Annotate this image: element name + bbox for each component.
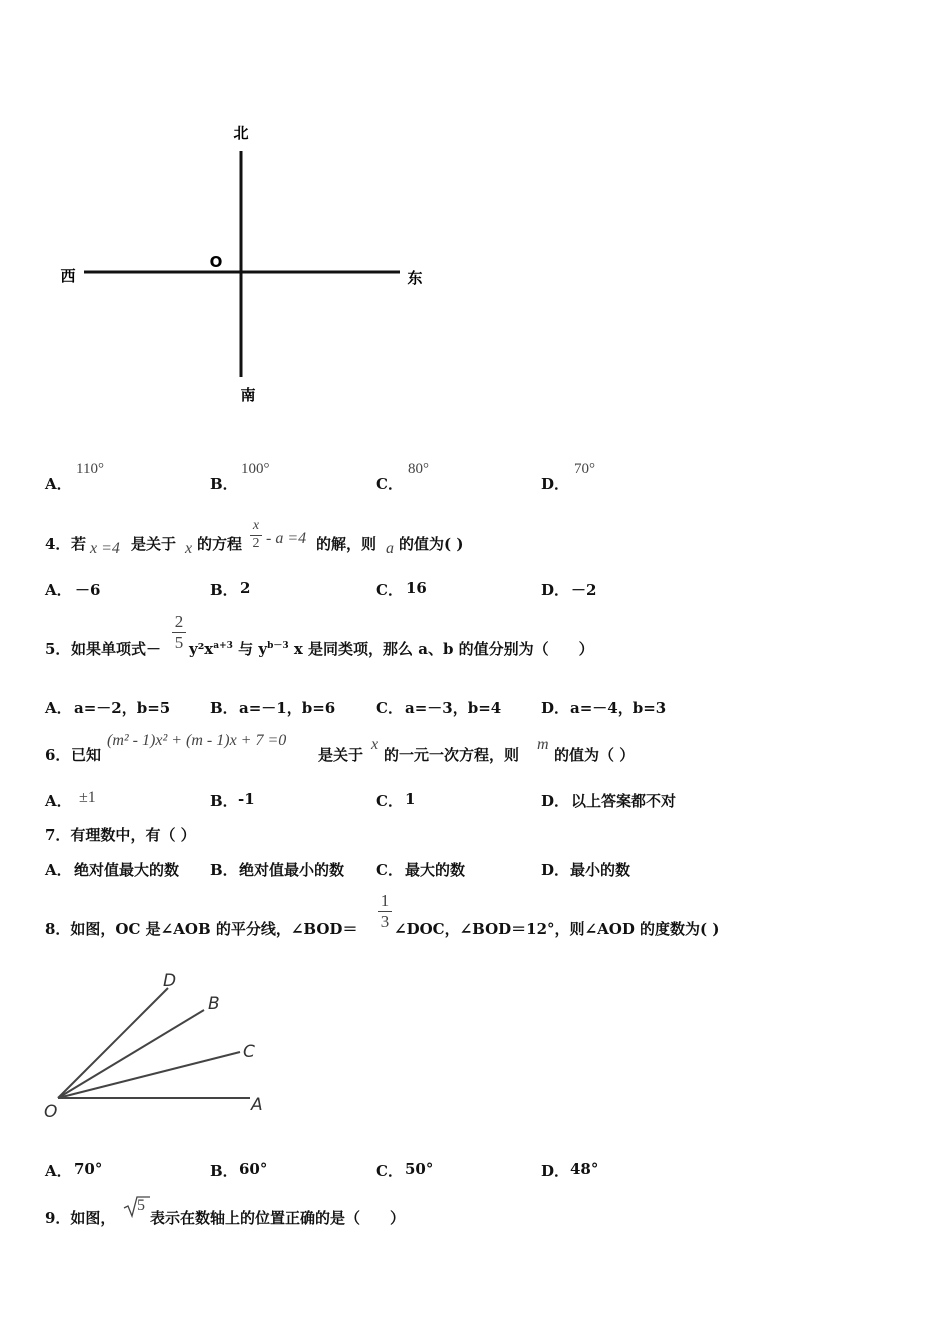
- ray-ob: [58, 1010, 204, 1098]
- label-d: D: [163, 971, 177, 991]
- q4-text-2: 是关于: [131, 535, 177, 553]
- q5-fraction-denominator: 5: [174, 632, 184, 652]
- q6-var-x: x: [371, 736, 379, 753]
- q4-var-a: a: [386, 540, 394, 557]
- q6-option-d-value: 以上答案都不对: [571, 792, 677, 810]
- q8-fraction-numerator: 1: [380, 891, 390, 910]
- ray-od: [58, 988, 168, 1098]
- q7-option-c-letter: C．: [376, 861, 403, 879]
- compass-west-label: 西: [60, 267, 76, 285]
- q5-text-1: 如果单项式－: [71, 640, 162, 658]
- q8-fraction-denominator: 3: [380, 911, 390, 931]
- q6-option-b-letter: B．: [210, 792, 238, 810]
- q7-option-d-letter: D．: [541, 861, 570, 879]
- q4-option-a-value: －6: [75, 581, 101, 599]
- q8-option-d-value: 48°: [570, 1160, 599, 1178]
- q4-option-c-value: 16: [406, 579, 427, 597]
- q7-option-d-value: 最小的数: [570, 861, 631, 879]
- q5-monomial-1: y²x: [189, 640, 214, 658]
- q9-text-1: 9．如图，: [45, 1209, 116, 1227]
- q5-text-with: 与 y: [238, 640, 268, 658]
- q4-text-4: 的解，则: [316, 535, 377, 553]
- q6-number: 6．: [45, 746, 71, 764]
- q3-option-c-letter: C．: [376, 475, 403, 493]
- q8-option-c-letter: C．: [376, 1162, 403, 1180]
- q6-option-a-value: ±1: [79, 789, 96, 806]
- q4-eq-x-equals-4: x =4: [90, 540, 120, 557]
- q5-exponent-2: b－3: [267, 641, 289, 651]
- compass-east-label: 东: [407, 269, 423, 287]
- q3-option-a-value: 110°: [76, 461, 104, 477]
- q6-equation: (m² - 1)x² + (m - 1)x + 7 =0: [107, 732, 287, 749]
- q3-option-c-value: 80°: [408, 461, 429, 477]
- q4-text-5: 的值为( ): [399, 535, 464, 553]
- q7-option-a-value: 绝对值最大的数: [74, 861, 180, 879]
- q5-option-d-value: a=－4，b=3: [570, 699, 667, 717]
- q7-option-b-letter: B．: [210, 861, 238, 879]
- q4-option-a-letter: A．: [45, 581, 72, 599]
- q6-text-1: 已知: [71, 746, 102, 764]
- q5-fraction-numerator: 2: [174, 612, 184, 631]
- q8-option-b-value: 60°: [239, 1160, 268, 1178]
- q6-text-4: 的值为（ ）: [554, 746, 635, 764]
- q3-option-b-letter: B．: [210, 475, 238, 493]
- q7-stem: 7．有理数中，有（ ）: [45, 826, 196, 844]
- q7-option-b-value: 绝对值最小的数: [239, 861, 345, 879]
- compass-origin-label: O: [209, 253, 223, 271]
- q4-eq-minus-a: - a =4: [266, 530, 307, 547]
- q5-exponent-1: a+3: [213, 641, 233, 651]
- label-c: C: [243, 1042, 255, 1062]
- q6-option-c-value: 1: [405, 790, 416, 808]
- compass-figure: [50, 115, 450, 415]
- label-b: B: [208, 994, 220, 1014]
- q5-option-c-value: a=－3，b=4: [405, 699, 502, 717]
- q4-number: 4．: [45, 535, 71, 553]
- q8-option-a-value: 70°: [74, 1160, 103, 1178]
- q8-fraction: [378, 892, 392, 931]
- q5-text-2: [189, 638, 594, 659]
- q3-option-b-value: 100°: [241, 461, 270, 477]
- q5-option-b-letter: B．: [210, 699, 238, 717]
- q4-option-d-letter: D．: [541, 581, 570, 599]
- q9-sqrt-radicand: 5: [137, 1197, 145, 1214]
- sqrt-symbol: [122, 1194, 150, 1220]
- angle-figure: [38, 965, 278, 1130]
- q6-var-m: m: [537, 736, 549, 753]
- q4-option-c-letter: C．: [376, 581, 403, 599]
- q4-fraction-denominator: 2: [252, 535, 260, 551]
- q3-option-a-letter: A．: [45, 475, 72, 493]
- q8-text-1: 8．如图，OC 是∠AOB 的平分线，∠BOD＝: [45, 920, 358, 938]
- q6-text-3: 的一元一次方程，则: [384, 746, 520, 764]
- q5-option-d-letter: D．: [541, 699, 570, 717]
- q6-option-d-letter: D．: [541, 792, 570, 810]
- q5-option-c-letter: C．: [376, 699, 403, 717]
- q5-option-a-letter: A．: [45, 699, 72, 717]
- q8-option-a-letter: A．: [45, 1162, 72, 1180]
- q4-var-x: x: [185, 540, 193, 557]
- compass-north-label: 北: [233, 124, 249, 142]
- q4-text-1: 若: [71, 535, 87, 553]
- q6-text-2: 是关于: [318, 746, 364, 764]
- label-a: A: [251, 1095, 263, 1115]
- q6-option-b-value: -1: [238, 790, 255, 808]
- q3-option-d-value: 70°: [574, 461, 595, 477]
- q9-text-2: 表示在数轴上的位置正确的是（ ）: [150, 1209, 406, 1227]
- q4-fraction: [250, 519, 262, 551]
- q4-text-3: 的方程: [197, 535, 243, 553]
- q3-option-d-letter: D．: [541, 475, 570, 493]
- label-o: O: [44, 1102, 58, 1122]
- q6-option-c-letter: C．: [376, 792, 403, 810]
- q4-option-b-letter: B．: [210, 581, 238, 599]
- q5-option-a-value: a=－2，b=5: [74, 699, 171, 717]
- ray-oc: [58, 1052, 240, 1098]
- q8-option-b-letter: B．: [210, 1162, 238, 1180]
- q6-option-a-letter: A．: [45, 792, 72, 810]
- compass-south-label: 南: [240, 386, 256, 404]
- q8-text-2: ∠DOC，∠BOD＝12°，则∠AOD 的度数为( ): [394, 920, 720, 938]
- q7-option-a-letter: A．: [45, 861, 72, 879]
- q4-fraction-numerator: x: [252, 518, 260, 533]
- q4-option-b-value: 2: [240, 579, 251, 597]
- q7-option-c-value: 最大的数: [405, 861, 466, 879]
- q5-fraction: [172, 613, 186, 652]
- q5-number: 5．: [45, 640, 71, 658]
- q4-option-d-value: －2: [571, 581, 597, 599]
- q8-option-c-value: 50°: [405, 1160, 434, 1178]
- q5-text-3: x 是同类项，那么 a、b 的值分别为（ ）: [293, 640, 594, 658]
- q8-option-d-letter: D．: [541, 1162, 570, 1180]
- q5-option-b-value: a=－1，b=6: [239, 699, 336, 717]
